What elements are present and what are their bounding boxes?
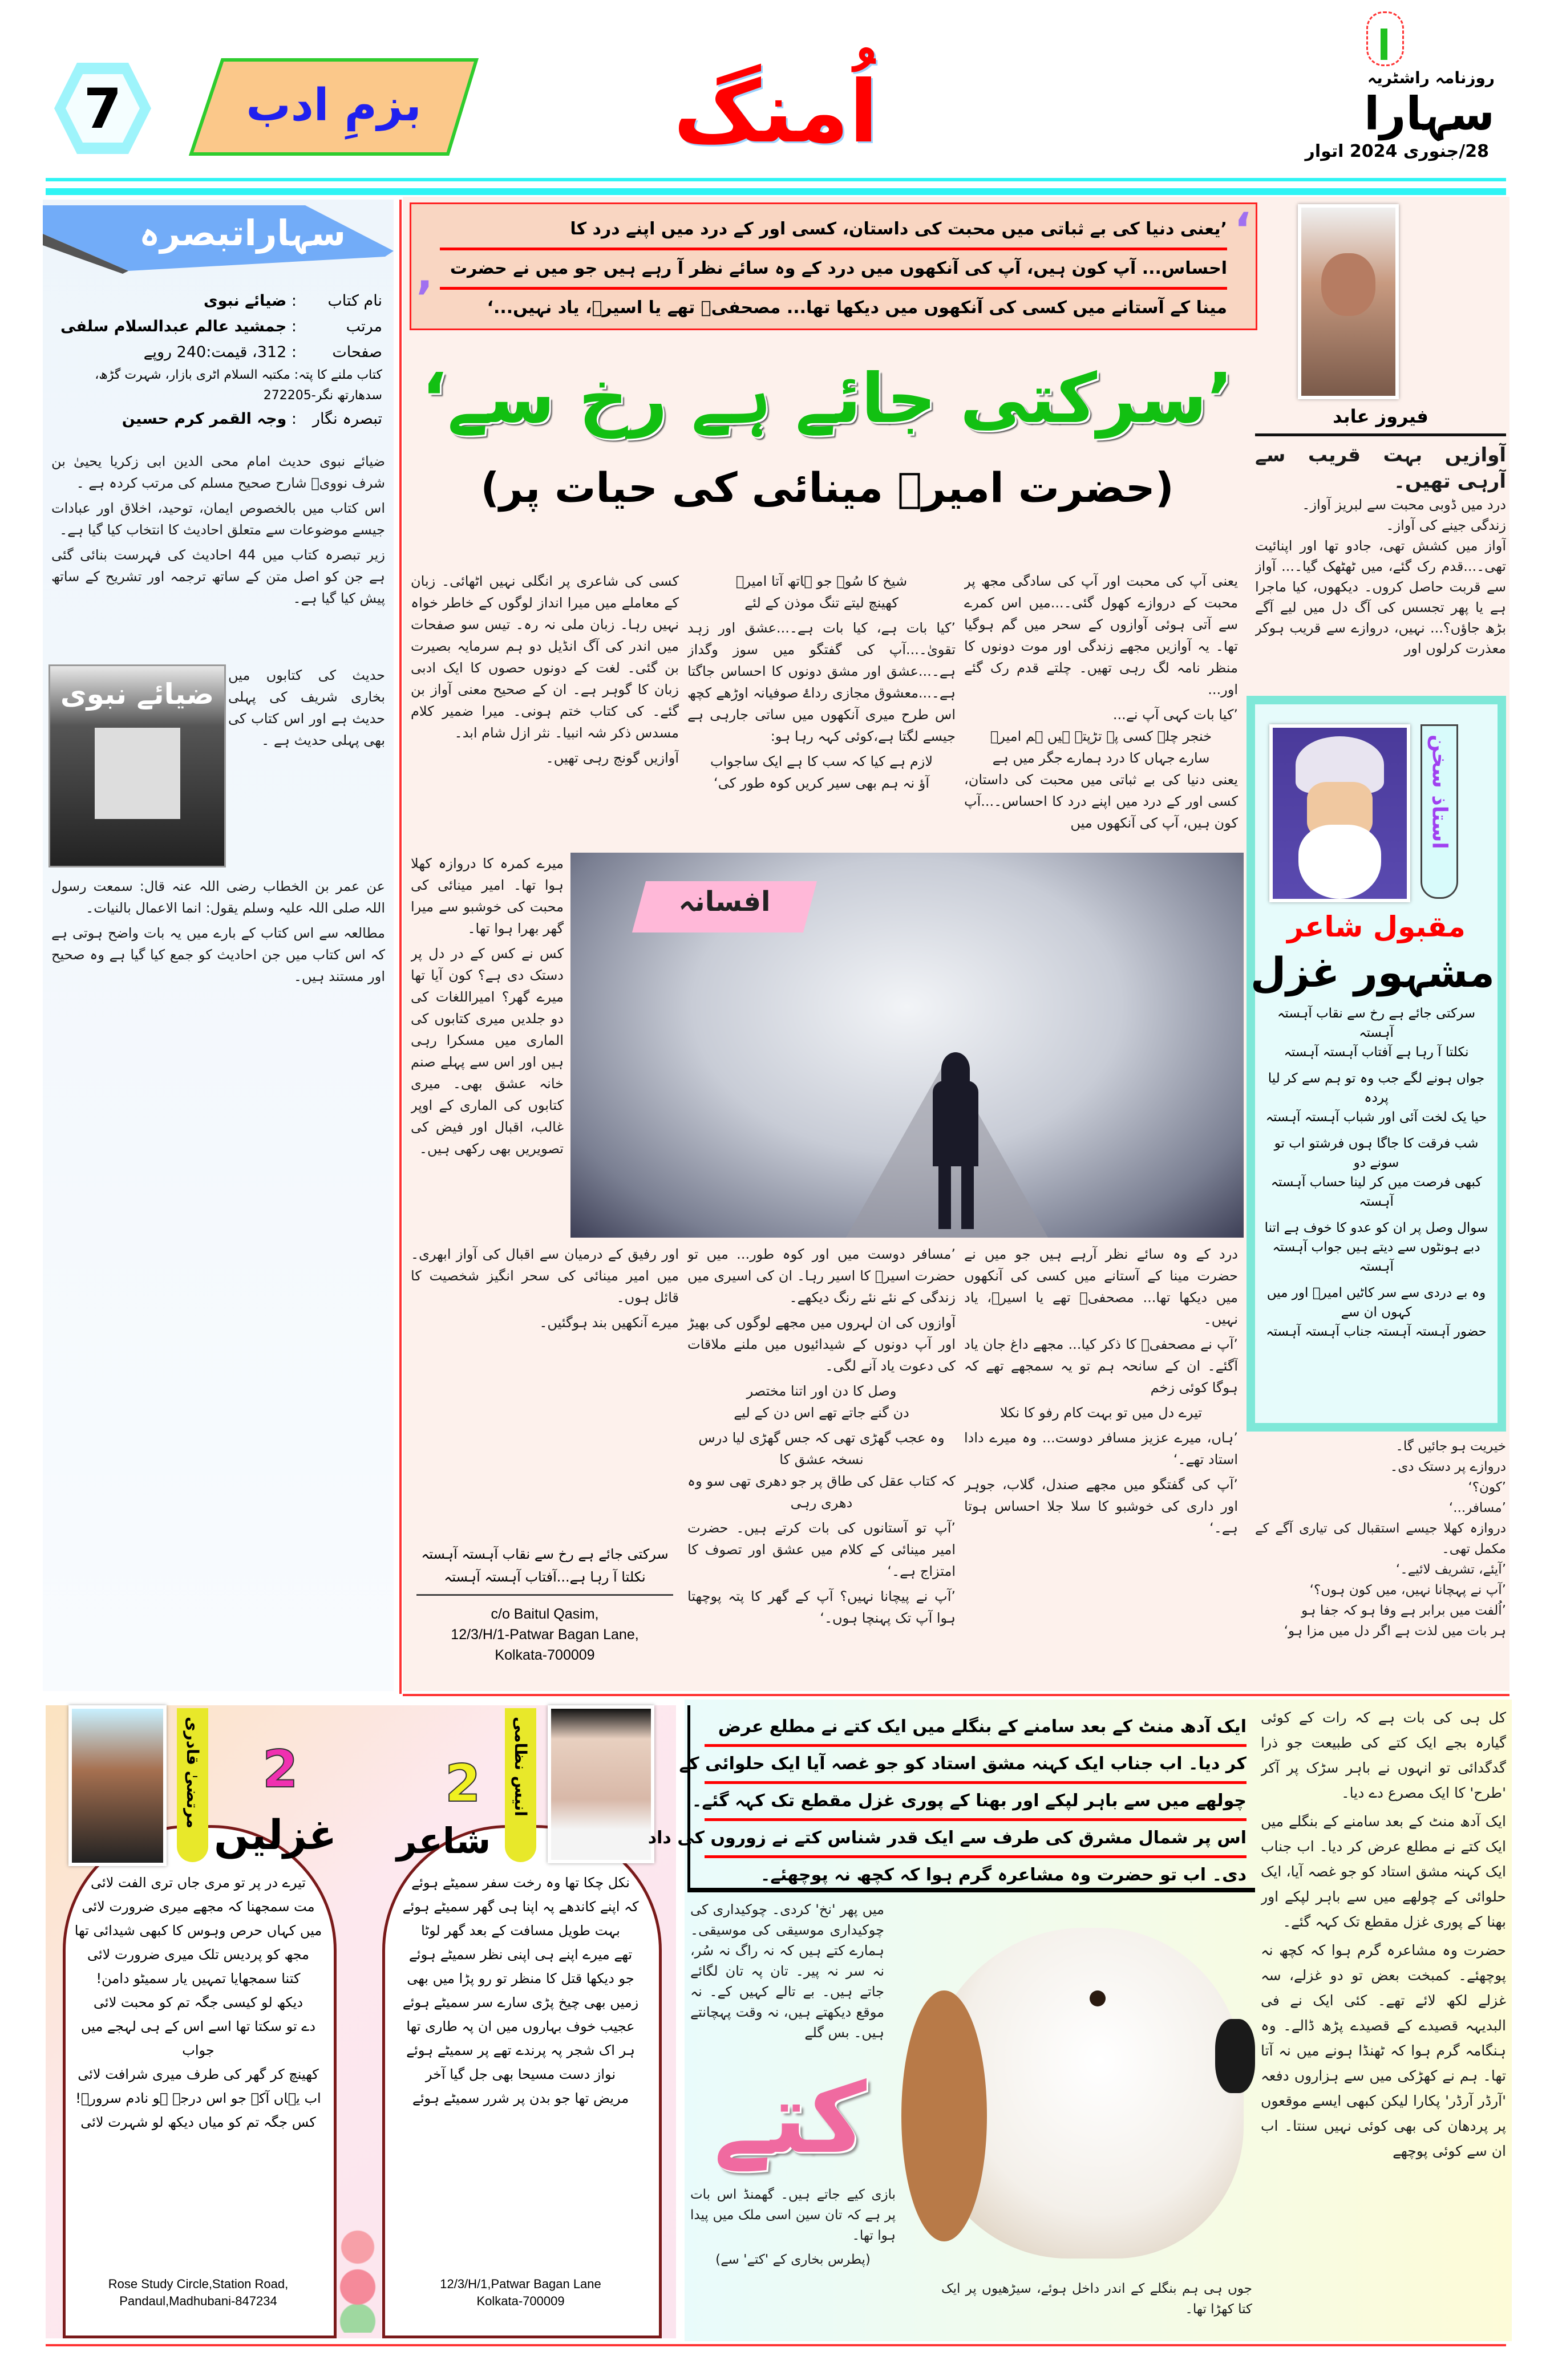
article-column: یعنی آپ کی محبت اور آپ کی سادگی مجھ پر محبت کے دروازے کھول گئی۔...میں اس کمرے سے آتی ہوئی آوازوں کے سحر میں گم ہوگیا تھا۔ یہ آوازیں مجھے زندگی اور موت دونوں کا منظر نامہ لگ رہی تھیں۔ چلتے قدم رک گئے اور... ’کیا بات کہی آپ نے... خنجر چلے کسی پہ تڑپتے ہیں ہم امیرؔ سارے جہاں کا درد ہمارے جگر میں ہے یعنی دنیا کی بے ثباتی میں محبت کی داستان، کسی اور کے درد میں اپنے درد کا احساس۔...آپ کون ہیں، آپ کی آنکھوں میں [964, 573, 1238, 831]
poet-address: 12/3/H/1,Patwar Bagan Lane Kolkata-700009 [440, 2277, 601, 2308]
quote-line: احساس... آپ کون ہیں، آپ کی آنکھوں میں درد کے وہ سائے نظر آ رہے ہیں جو میں نے حضرت [440, 250, 1227, 290]
poet-count: 2 [262, 1740, 298, 1799]
couplet: شب فرقت کا جاگا ہوں فرشتو اب تو سونے دو کبھی فرصت میں کر لینا حساب آہستہ آہستہ [1270, 1136, 1482, 1209]
dogs-footer-right: جوں ہی ہم بنگلے کے اندر داخل ہوئے، سیڑھیوں پر ایک کتا کھڑا تھا۔ [941, 2281, 1252, 2317]
pullquote-line: کر دیا۔ اب جناب ایک کہنہ مشق استاد کو جو غصہ آیا ایک حلوائی کے [705, 1747, 1247, 1784]
book-review-column [43, 200, 394, 1691]
pullquote-line: چولھے میں سے باہر لپکے اور بھنا کے پوری غزل مقطع تک کہہ گئے۔ [705, 1784, 1247, 1821]
poet-heading: شاعر [396, 1820, 491, 1862]
section-divider [403, 1694, 1509, 1696]
review-field: تبصرہ نگار: وجہ القمر کرم حسین [122, 410, 382, 428]
face-shape [1321, 253, 1375, 316]
section-banner [188, 57, 479, 157]
article-column-right: خیریت ہو جائیں گا۔ دروازے پر دستک دی۔ ’کون؟‘ ’مسافر...‘ دروازہ کھلا جیسے استقبال کی تیاری آگے کے مکمل تھی۔ ’آیئے، تشریف لائیے۔‘ ’آپ نے پہچانا نہیں، میں کون ہوں؟‘ ’اُلفت میں برابر ہے وفا ہو کہ جفا ہو ہر بات میں لذت ہے اگر دل میں مزا ہو‘ [1255, 1439, 1506, 1639]
pullquote-line: ایک آدھ منٹ کے بعد سامنے کے بنگلے میں ایک کتے نے مطلع عرض [705, 1710, 1247, 1747]
ghazal-kicker: مقبول شاعر [1287, 910, 1466, 943]
section-banner-title: بزمِ ادب [246, 80, 422, 131]
paper-tagline: روزنامہ راشٹریہ [1367, 68, 1495, 87]
author-photo [1298, 204, 1399, 399]
review-body-side: حدیث کی کتابوں میں بخاری شریف کی پہلی حدیث ہے اور اس کتاب کی بھی پہلی حدیث ہے ۔ [228, 667, 385, 748]
book-cover-image [48, 664, 226, 867]
dogs-left-column: میں پھر 'نخ' کردی۔ چوکیداری کی چوکیداری موسیقی کی موسیقی۔ ہمارے کتے ہیں کہ نہ راگ نہ سُر، نہ سر نہ پیر۔ تان پہ تان لگائے جاتے ہیں۔ بے تالے کہیں کے۔ نہ موقع دیکھتے ہیں، نہ وقت پہچانتے ہیں۔ بس گلے [690, 1901, 884, 2041]
logo-arrow-icon [1381, 29, 1387, 60]
dog-nose-shape [1215, 2019, 1255, 2093]
quote-box [410, 202, 1257, 330]
issue-date: 28/جنوری 2024 اتوار [1305, 141, 1489, 161]
couplet: سوال وصل پر ان کو عدو کا خوف ہے اتنا دبے ہونٹوں سے دیتے ہیں جواب آہستہ آہستہ [1264, 1221, 1488, 1274]
supplement-logo: اُمنگ [673, 63, 879, 162]
pullquote-line: دی۔ اب تو حضرت وہ مشاعرہ گرم ہوا کہ کچھ نہ پوچھئے۔ [760, 1865, 1247, 1885]
series-tag-label: استاذ سخن [1427, 735, 1451, 849]
author-name: فیروز عابد [1333, 406, 1428, 427]
review-body-lower: عن عمر بن الخطاب رضی اللہ عنہ قال: سمعت رسول اللہ صلی اللہ علیہ وسلم یقول: انما الاعمال بالنیات۔ مطالعہ سے اس کتاب کے بارے میں یہ بات واضح ہوتی ہے کہ اس کتاب میں جن احادیث کو جمع کیا گیا ہے وہ صحیح اور مستند ہیں۔ [51, 878, 385, 984]
paper-logo: سہارا [1363, 87, 1495, 140]
flower-decoration [335, 2219, 380, 2333]
article-column-beside-image: میرے کمرہ کا دروازہ کھلا ہوا تھا۔ امیر مینائی کی محبت کی خوشبو سے میرا گھر بھرا ہوا تھا۔ کس نے کس کے در دل پر دستک دی ہے؟ کون آیا تھا میرے گھر؟ امیراللغات کی دو جلدیں میری کتابوں کی الماری میں مسکرا رہی ہیں اور اس سے پہلے صنم خانہ عشق بھی۔ میری کتابوں کی الماری کے اوپر غالب، اقبال اور فیض کی تصویریں بھی رکھی ہیں۔ [411, 855, 564, 1157]
couplet: سرکتی جائے ہے رخ سے نقاب آہستہ آہستہ نکلتا آ رہا ہے آفتاب آہستہ آہستہ [1277, 1006, 1476, 1060]
beard-shape [1298, 825, 1381, 899]
page-number: 7 [83, 77, 122, 141]
poet-address: Rose Study Circle,Station Road, Pandaul,Madhubani-847234 [108, 2277, 289, 2308]
series-tag [1421, 724, 1458, 899]
dog-photo [901, 1916, 1255, 2270]
pullquote-line: اس پر شمال مشرق کی طرف سے ایک قدر شناس کتے نے زوروں کی داد [705, 1821, 1247, 1858]
poet-count: 2 [445, 1754, 481, 1814]
header-rule-thin [46, 178, 1506, 181]
article-column: شیخ کا سُوہ جو ہاتھ آتا امیرؔ کھینچ لیتے تنگ موذن کے لئے ’کیا بات ہے، کیا بات ہے۔...عشق اور زہد تقویٰ۔...آپ کی گفتگو میں سوز وگداز ہے۔...عشق اور مشق دونوں کا احساس جاگتا ہے۔...معشوق مجازی رداۓ صوفیانہ اوڑھے کچھ اس طرح میری آنکھوں میں ساتی جارہی ہے جیسے لگتا ہے،کوئی کہہ رہا ہو: لازم ہے کیا کہ سب کا ہے ایک ساجواب آؤ نہ ہم بھی سیر کریں کوہ طور کی‘ [687, 573, 956, 791]
main-subtitle: (حضرت امیرؔ مینائی کی حیات پر) [480, 464, 1174, 512]
main-title: ’سرکتی جائے ہے رخ سے‘ [421, 359, 1233, 439]
review-field: مرتب: جمشید عالم عبدالسلام سلفی [60, 318, 382, 335]
ghazal-couplets [1261, 1004, 1492, 1341]
article-column: اور رفیق کے درمیان سے اقبال کی آواز ابھری۔ میں امیر مینائی کی سحر انگیز شخصیت کا قائل ہوں۔ میرے آنکھیں بند ہوگئیں۔ [411, 1246, 679, 1331]
couplet: جواں ہونے لگے جب وہ تو ہم سے کر لیا پردہ حیا یک لخت آئی اور شباب آہستہ آہستہ [1265, 1071, 1487, 1125]
article-column: کسی کی شاعری پر انگلی نہیں اٹھائی۔ زبان کے معاملے میں میرا انداز لوگوں کے خاطر خواہ نہیں رہا۔ زبان ملی نہ رہ۔ تیس سو صفحات میں اندر کی آگ انڈیل دو ہم سرمایہ بصیرت بن گئی۔ لغت کے دونوں حصوں کا ایک ادبی زبان کا گوہر ہے۔ ان کے صحیح معنی آواز بن گئے۔ کی کتاب ختم ہونی۔ میرا ضمیر کلام مسدس ذکر شہ انبیا۔ نثر ازل شام ابد۔ آوازیں گونج رہی تھیں۔ [411, 573, 679, 766]
dog-ear-shape [901, 1990, 987, 2241]
review-body: ضیائے نبوی حدیث امام محی الدین ابی زکریا یحییٰ بن شرف نوویؒ شارح صحیح مسلم کی مرتب کردہ ہے ۔ اس کتاب میں بالخصوص ایمان، توحید، اخلاق اور عبادات جیسے موضوعات سے متعلق احادیث کا انتخاب کیا گیا ہے۔ زیر تبصرہ کتاب میں 44 احادیث کی فہرست بنائی گئی ہے جن کو اصل متن کے ساتھ ترجمہ اور تشریح کے ساتھ پیش کیا گیا ہے۔ [51, 453, 385, 606]
article-column: درد کے وہ سائے نظر آرہے ہیں جو میں نے حضرت مینا کے آستانے میں کسی کی آنکھوں میں دیکھا تھا... مصحفیؔ تھے یا اسیرؔ، یاد نہیں۔ ’آپ نے مصحفیؔ کا ذکر کیا... مجھے داغ جان یاد آگئے۔ ان کے سانحہ ہم تو یہ سمجھے تھے کہ ہوگا کوئی زخم تیرے دل میں تو بہت کام رفو کا نکلا ’ہاں، میرے عزیز مسافر دوست... وہ میرے دادا استاد تھے۔‘ ’آپ کی گفتگو میں مجھے صندل، گلاب، جوہر اور داری کی خوشبو کا سلا جلا احساس ہوتا ہے۔‘ [964, 1246, 1238, 1536]
book-illustration [95, 728, 180, 819]
story-badge: افسانہ [678, 886, 771, 918]
ghazal-verses: نکل چکا تھا وہ رخت سفر سمیٹے ہوئے کہ اپنے کاندھے پہ اپنا ہی گھر سمیٹے ہوئے بہت طویل مسافت کے بعد گھر لوٹا تھے میرے اپنے ہی اپنی نظر سمیٹے ہوئے جو دیکھا قتل کا منظر تو رو پڑا میں بھی زمیں بھی چیخ پڑی سارے سر سمیٹے ہوئے عجیب خوف بہاروں میں ان پہ طاری تھا ہر اک شجر پہ پرندے تھے پر سمیٹے ہوئے نواز دست مسیحا بھی جل گیا آخر مریض تھا جو بدن پر شرر سمیٹے ہوئے [402, 1875, 639, 2106]
story-image-foggy-road [570, 853, 1244, 1238]
review-banner-title: سہاراتبصرہ [139, 212, 346, 254]
quote-line: مینا کے آستانے میں کسی کی آنکھوں میں دیکھا تھا... مصحفیؔ تھے یا اسیرؔ، یاد نہیں...‘ [487, 298, 1227, 318]
person-body [933, 1081, 978, 1166]
closing-couplet: سرکتی جائے ہے رخ سے نقاب آہستہ آہستہ نکلتا آ رہا ہے...آفتاب آہستہ آہستہ [421, 1546, 669, 1585]
quote-open-icon: ‘ [1234, 203, 1252, 256]
paper-masthead [1255, 11, 1512, 174]
author-rule [1255, 433, 1506, 436]
dog-eye-shape [1090, 1990, 1106, 2006]
dogs-footer-left: بازی کیے جاتے ہیں۔ گھمنڈ اس بات پر ہے کہ تان سین اسی ملک میں پیدا ہوا تھا۔ (پطرس بخاری کے 'کتے' سے) [690, 2187, 896, 2267]
ghazal-feature-box [1247, 696, 1506, 1432]
poet-name-tag: مرتضیٰ قادری [177, 1708, 208, 1862]
review-field: کتاب ملنے کا پتہ: مکتبہ السلام اٹری بازار، شہرت گڑھ، سدھارتھ نگر-272205 [95, 368, 382, 403]
pullquote-box [647, 1705, 1255, 1892]
person-leg [938, 1161, 951, 1229]
poet-photo [68, 1705, 167, 1866]
poet-heading: غزلیں [214, 1811, 337, 1859]
poets-section [46, 1705, 676, 2338]
intro-text: آوازیں بہت قریب سے آرہی تھیں۔ درد میں ڈوبی محبت سے لبریز آواز۔ زندگی جینے کی آواز۔ آواز میں کشش تھی، جادو تھا اور اپنائیت تھی۔...قدم رک گئے، میں ٹھٹھک گیا۔... آواز سے قربت حاصل کروں۔ دیکھوں، کیا ماجرا ہے یا پھر تجسس کی آگ دل میں لیے آگے بڑھ جاؤں؟... نہیں، دروازے سے قریب ہوکر معذرت کرلوں اور [1255, 444, 1506, 656]
poet-portrait-ameer-minai [1269, 724, 1410, 902]
poet-photo [548, 1705, 654, 1863]
footer-rule [46, 2344, 1506, 2346]
article-column: ’مسافر دوست میں اور کوہ طور... میں تو حضرت اسیرؔ کا اسیر رہا۔ ان کی اسیری میں زندگی کے نئے نئے رنگ دیکھے۔ آوازوں کی ان لہروں میں مجھے لوگوں کی بھیڑ اور آپ دونوں کے شیدائیوں میں ملنے ملاقات کی دعوت یاد آنے لگی۔ وصل کا دن اور اتنا مختصر دن گنے جاتے تھے اس دن کے لیے وہ عجب گھڑی تھی کہ جس گھڑی لیا درس نسخہ عشق کا کہ کتاب عقل کی طاق پر جو دھری تھی سو وہ دھری رہی ’آپ تو آستانوں کی بات کرتے ہیں۔ حضرت امیر مینائی کے کلام میں عشق اور تصوف کا امتزاج ہے۔‘ ’آپ نے پیچانا نہیں؟ آپ کے گھر کا پتہ پوچھتا ہوا آپ تک پہنچا ہوں۔‘ [687, 1246, 956, 1626]
author-address: c/o Baitul Qasim, 12/3/H/1-Patwar Bagan Lane, Kolkata-700009 [451, 1606, 639, 1663]
person-leg [961, 1161, 974, 1229]
dogs-right-column: کل ہی کی بات ہے کہ رات کے کوئی گیارہ بجے ایک کتے کی طبیعت جو ذرا گدگدائی تو انہوں نے باہر سڑک پر آکر 'طرح' کا ایک مصرع دے دیا۔ ایک آدھ منٹ کے بعد سامنے کے بنگلے میں ایک کتے نے مطلع عرض کر دیا۔ اب جناب ایک کہنہ مشق استاد کو جو غصہ آیا، ایک حلوائی کے چولھے میں سے باہر لپکے اور بھنا کے پوری غزل مقطع تک کہہ گئے۔ حضرت وہ مشاعرہ گرم ہوا کہ کچھ نہ پوچھئے۔ کمبخت بعض تو دو غزلے، سہ غزلے لکھ لائے تھے۔ کئی ایک نے فی البدیہہ قصیدے کے قصیدے پڑھ ڈالے۔ وہ ہنگامہ گرم ہوا کہ ٹھنڈا ہونے میں نہ آتا تھا۔ ہم نے کھڑکی میں سے ہزاروں دفعہ 'آرڈر آرڈر' پکارا لیکن کبھی ایسے موقعوں پر پردھان کی بھی کوئی نہیں سنتا۔ اب ان سے کوئی پوچھے [1261, 1709, 1506, 2159]
review-field: نام کتاب: ضیائے نبوی [203, 292, 382, 310]
dogs-article-title: کتے [714, 2062, 867, 2175]
header-rule-thick [46, 188, 1506, 195]
ghazal-verses: تیرے در پر تو مری جاں تری الفت لائی مت سمجھنا کہ مجھے میری ضرورت لائی میں کہاں حرص وہوس کا کبھی شیدائی تھا مجھ کو پردیس تلک میری ضرورت لائی کتنا سمجھایا تمہیں یار سمیٹو دامن! دیکھ لو کیسی جگہ تم کو محبت لائی دے تو سکتا تھا اسے اس کے ہی لہجے میں جواب کھینچ کر گھر کی طرف میری شرافت لائی اب یہاں آکے جو اس درجہ ہو نادم سرورؔ! کس جگہ تم کو میاں دیکھ لو شہرت لائی [74, 1875, 322, 2130]
book-cover-title: ضیائے نبوی [60, 678, 215, 711]
review-info [54, 288, 382, 432]
couplet: وہ بے دردی سے سر کاٹیں امیرؔ اور میں کہوں ان سے حضور آہستہ آہستہ جناب آہستہ آہستہ [1266, 1286, 1487, 1339]
column-divider [399, 200, 402, 1694]
poet-name-tag: انیس نظامی [505, 1708, 536, 1862]
closing-rule [416, 1594, 673, 1596]
review-field: صفحات: 312، قیمت:240 روپے [143, 343, 382, 361]
quote-close-icon: ’ [416, 271, 434, 325]
page-number-badge [51, 60, 154, 157]
quote-line: ’یعنی دنیا کی بے ثباتی میں محبت کی داستان، کسی اور کے درد میں اپنے درد کا [440, 211, 1227, 250]
ghazal-title: مشہور غزل [1250, 948, 1495, 996]
